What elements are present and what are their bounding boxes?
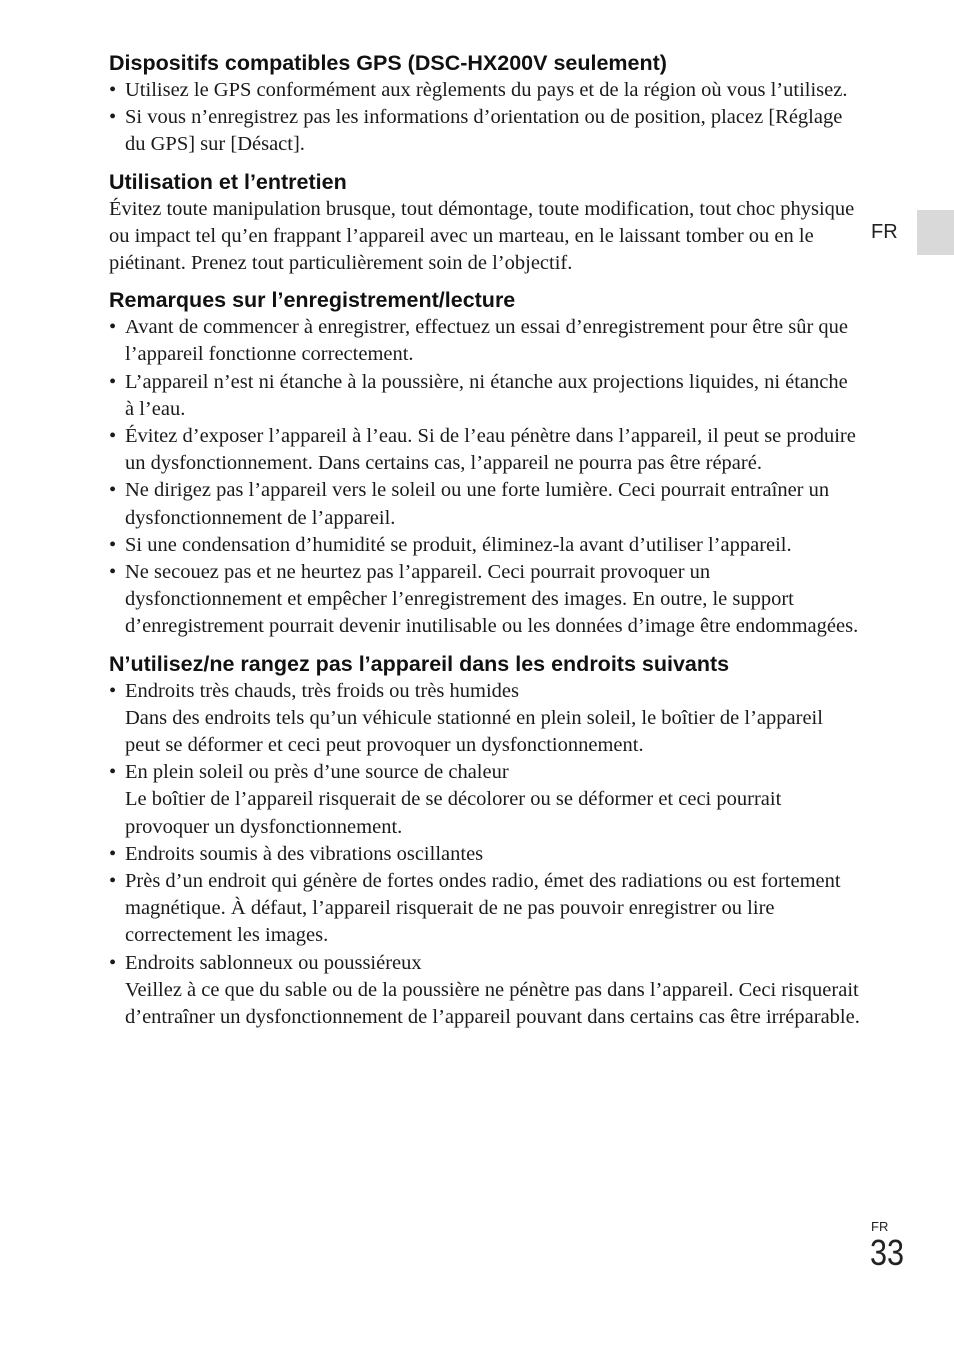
bullet-marker: • [109, 425, 117, 448]
bullet-item [109, 423, 861, 477]
bullet-text: Endroits sablonneux ou poussiéreux [125, 951, 422, 974]
bullet-marker: • [109, 370, 117, 393]
bullet-text: Ne dirigez pas l’appareil vers le soleil ou une forte lumière. Ceci pourrait entraîner un dysfonctionnement de l’appareil. [125, 479, 830, 529]
bullet-marker: • [109, 870, 117, 893]
bullet-note: Dans des endroits tels qu’un véhicule stationné en plein soleil, le boîtier de l’appareil peut se déformer et ceci peut provoquer un dysfonctionnement. [125, 706, 823, 757]
bullet-text: Ne secouez pas et ne heurtez pas l’appareil. Ceci pourrait provoquer un dysfonctionnement et empêcher l’enregistrement des images. En outre, le support d’enregistrement pourrait devenir inutilisable ou les données d’image être endommagées. [125, 561, 859, 638]
bullet-marker: • [109, 479, 117, 502]
page-content [109, 48, 861, 1040]
bullet-item [109, 532, 861, 559]
bullet-item [109, 759, 861, 841]
section-heading: Remarques sur l’enregistrement/lecture [109, 288, 516, 313]
section-heading: N’utilisez/ne rangez pas l’appareil dans les endroits suivants [109, 651, 730, 676]
bullet-marker: • [109, 79, 117, 101]
bullet-item [109, 950, 861, 1032]
bullet-text: Évitez d’exposer l’appareil à l’eau. Si de l’eau pénètre dans l’appareil, il peut se produire un dysfonctionnement. Dans certains cas, l’appareil ne pourra pas être réparé. [125, 425, 856, 475]
bullet-marker: • [109, 761, 117, 784]
page-number: 33 [870, 1232, 905, 1273]
bullet-text: En plein soleil ou près d’une source de chaleur [125, 761, 509, 784]
bullet-text: L’appareil n’est ni étanche à la poussière, ni étanche aux projections liquides, ni étanche à l’eau. [125, 370, 848, 420]
section-heading: Dispositifs compatibles GPS (DSC-HX200V seulement) [109, 51, 667, 75]
language-side-label: FR [871, 221, 898, 243]
bullet-text: Avant de commencer à enregistrer, effectuez un essai d’enregistrement pour être sûr que l’appareil fonctionne correctement. [125, 316, 848, 366]
bullet-item [109, 314, 861, 368]
bullet-marker: • [109, 951, 117, 974]
section-gps [109, 49, 861, 159]
bullet-item [109, 559, 861, 641]
bullet-text: Si vous n’enregistrez pas les informations d’orientation ou de position, placez [Réglage du GPS] sur [Désact]. [125, 106, 843, 156]
bullet-list [109, 314, 861, 640]
section-usage-maintenance [109, 168, 861, 278]
bullet-item [109, 841, 861, 868]
language-side-tab [917, 210, 954, 255]
bullet-item [109, 104, 861, 158]
bullet-marker: • [109, 561, 117, 584]
bullet-marker: • [109, 679, 117, 702]
bullet-list [109, 678, 861, 1032]
bullet-marker: • [109, 842, 117, 865]
bullet-text: Endroits très chauds, très froids ou très humides [125, 679, 519, 702]
bullet-note: Veillez à ce que du sable ou de la poussière ne pénètre pas dans l’appareil. Ceci risquerait d’entraîner un dysfonctionnement de l’appareil pouvant dans certains cas être irréparable. [125, 978, 860, 1029]
bullet-text: Si une condensation d’humidité se produit, éliminez-la avant d’utiliser l’appareil. [125, 533, 792, 556]
bullet-marker: • [109, 533, 117, 556]
bullet-text: Endroits soumis à des vibrations oscillantes [125, 842, 484, 865]
footer-language: FR [871, 1219, 889, 1234]
bullet-text: Utilisez le GPS conformément aux règlements du pays et de la région où vous l’utilisez. [125, 79, 848, 101]
bullet-list [109, 77, 861, 159]
bullet-item [109, 369, 861, 423]
bullet-marker: • [109, 316, 117, 339]
bullet-note: Le boîtier de l’appareil risquerait de se décolorer ou se déformer et ceci pourrait provoquer un dysfonctionnement. [125, 788, 782, 838]
section-paragraph: Évitez toute manipulation brusque, tout démontage, toute modification, tout choc physique ou impact tel qu’en frappant l’appareil avec un marteau, en le laissant tomber ou en le piétinant. Prenez tout particulièrement soin de l’objectif. [109, 197, 855, 275]
section-storage-locations [109, 650, 861, 1032]
section-recording-notes [109, 286, 861, 640]
bullet-item [109, 77, 861, 104]
bullet-item [109, 868, 861, 950]
bullet-item [109, 678, 861, 760]
section-heading: Utilisation et l’entretien [109, 169, 347, 194]
bullet-text: Près d’un endroit qui génère de fortes ondes radio, émet des radiations ou est fortement magnétique. À défaut, l’appareil risquerait de ne pas pouvoir enregistrer ou lire correctement les images. [125, 870, 841, 947]
bullet-marker: • [109, 106, 117, 129]
bullet-item [109, 477, 861, 531]
